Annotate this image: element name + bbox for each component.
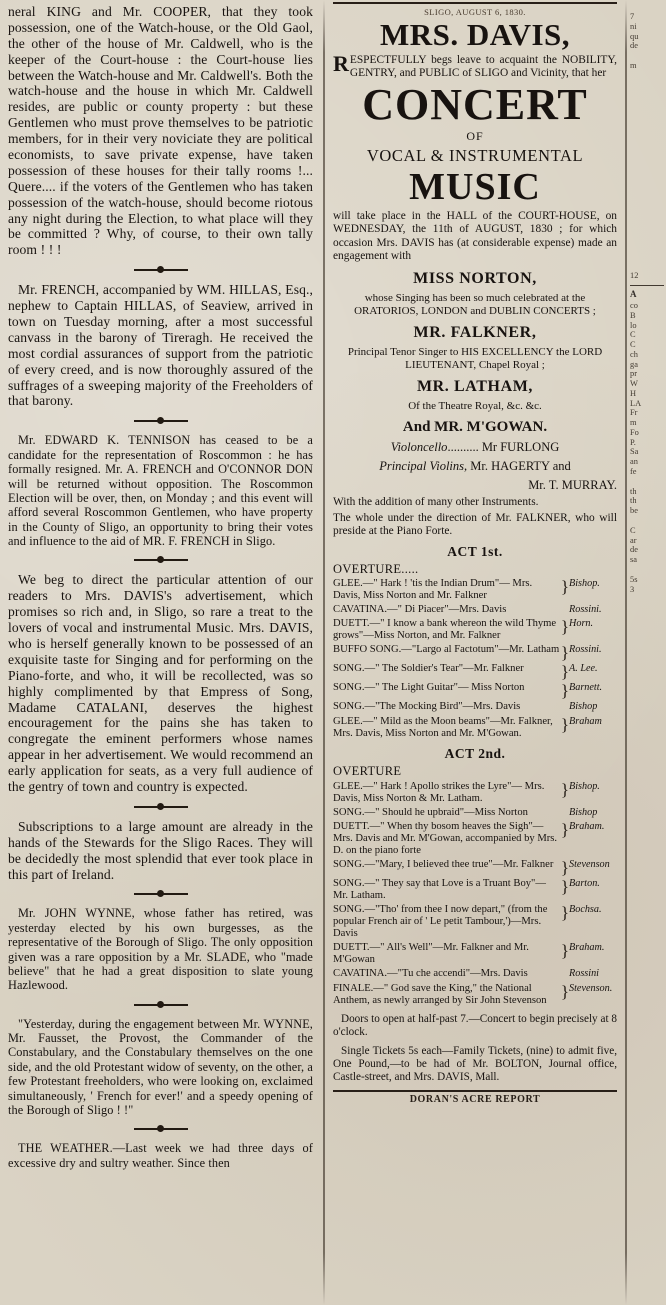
sliver-text: th xyxy=(630,496,637,506)
brace-glyph: } xyxy=(560,819,569,839)
ad-act1-programme xyxy=(333,578,617,742)
sliver-spacer xyxy=(630,565,664,575)
sliver-text: W xyxy=(630,379,638,388)
brace-glyph xyxy=(561,806,569,820)
news-paragraph: THE WEATHER.—Last week we had three days of excessive dry and sultry weather. Since then xyxy=(8,1141,313,1170)
ad-addition-note: With the addition of many other Instruments. xyxy=(333,496,539,509)
ornamental-divider xyxy=(134,1124,188,1133)
sliver-text: ga xyxy=(630,359,638,369)
programme-row xyxy=(333,663,617,682)
brace-glyph xyxy=(561,604,569,618)
brace-glyph: } xyxy=(560,643,569,663)
programme-row xyxy=(333,820,617,858)
news-paragraph: Mr. JOHN WYNNE, whose father has retired, was yesterday elected by his own burgesses, as the representative of the Borough of Sligo. The only opposition given was a rare opposition by a Mr. SLADE, who "made believe" that he had a great disposition to slate young Hazlewood. xyxy=(8,906,313,993)
programme-composer: Rossini xyxy=(569,968,600,980)
sliver-rule xyxy=(630,285,664,287)
sliver-text: pr xyxy=(630,369,637,379)
sliver-text: C xyxy=(630,330,636,340)
programme-composer: A. Lee. xyxy=(569,663,598,675)
programme-row xyxy=(333,859,617,878)
ad-performer-miss-norton: MISS NORTON, xyxy=(413,269,537,287)
programme-item: SONG.—"Tho' from thee I now depart," (from the popular French air of ' Le petit Tambour,')—Mrs. Davis xyxy=(333,904,548,940)
ad-direction-note: The whole under the direction of Mr. FALKNER, who will preside at the Piano Forte. xyxy=(333,511,617,538)
programme-item: CAVATINA.—" Di Piacer"—Mrs. Davis xyxy=(333,604,507,616)
sliver-text: 3 xyxy=(630,584,635,594)
brace-glyph: } xyxy=(560,858,569,878)
programme-row xyxy=(333,715,617,741)
programme-row xyxy=(333,682,617,701)
programme-composer: Rossini. xyxy=(569,644,602,656)
ornamental-divider xyxy=(134,416,188,425)
ad-bottom-rule xyxy=(333,1090,617,1092)
sliver-text: Fo xyxy=(630,427,639,437)
programme-row xyxy=(333,701,617,715)
sliver-text: ch xyxy=(630,349,638,359)
sliver-text: Sa xyxy=(630,447,639,457)
programme-row xyxy=(333,618,617,644)
sliver-text: de xyxy=(630,545,638,555)
sliver-text: fe xyxy=(630,466,637,476)
programme-row xyxy=(333,578,617,604)
sliver-text: Fr xyxy=(630,408,638,418)
news-paragraph: Mr. EDWARD K. TENNISON has ceased to be a candidate for the representation of Roscommon : he has formally resigned. Mr. A. FRENCH and O'CONNOR DON will be returned without opposition. The Roscommon Election will be over, then, on Monday ; and this event will afford several Roscommon Gentlemen, who have property in the County of Sligo, an opportunity to bring their votes and influence to the aid of MR. F. FRENCH in Sligo. xyxy=(8,433,313,548)
ad-vocal-instrumental: VOCAL & INSTRUMENTAL xyxy=(366,145,584,165)
programme-row xyxy=(333,982,617,1008)
programme-item: GLEE.—" Hark ! Apollo strikes the Lyre"— Mrs. Davis, Miss Norton & Mr. Latham. xyxy=(333,780,545,804)
sliver-text: sa xyxy=(630,555,637,564)
brace-glyph xyxy=(561,701,569,715)
sliver-text: qu xyxy=(630,31,639,41)
sliver-text: co xyxy=(630,301,638,310)
programme-item: GLEE.—" Mild as the Moon beams"—Mr. Falkner, Mrs. Davis, Miss Norton and Mr. M'Gowan. xyxy=(333,715,553,739)
programme-composer: Barton. xyxy=(569,878,600,890)
ad-bottom-caption: DORAN'S ACRE REPORT xyxy=(409,1094,541,1106)
programme-composer: Stevenson. xyxy=(569,982,613,994)
ad-violins-line xyxy=(333,459,617,474)
programme-item: CAVATINA.—"Tu che accendi"—Mrs. Davis xyxy=(333,968,528,980)
brace-glyph: } xyxy=(560,714,569,734)
programme-item: GLEE.—" Hark ! 'tis the Indian Drum"— Mrs. Davis, Miss Norton and Mr. Falkner xyxy=(333,578,533,602)
programme-item: SONG.—" They say that Love is a Truant Boy"—Mr. Latham. xyxy=(333,878,546,902)
sliver-text: m xyxy=(630,418,637,427)
ad-violins-label: Principal Violins, xyxy=(379,458,468,473)
ad-violoncello-name: Mr FURLONG xyxy=(481,439,560,454)
programme-item: BUFFO SONG.—"Largo al Factotum"—Mr. Latham xyxy=(333,644,560,656)
ad-act2-heading: ACT 2nd. xyxy=(444,746,506,762)
brace-glyph: } xyxy=(560,662,569,682)
programme-composer: Horn. xyxy=(569,618,594,630)
sliver-text: C xyxy=(630,340,636,349)
sliver-text: be xyxy=(630,506,638,515)
brace-glyph: } xyxy=(560,941,569,961)
act1-body xyxy=(333,578,617,742)
programme-composer: Rossini. xyxy=(569,604,602,616)
ad-performer-mr-latham-note: Of the Theatre Royal, &c. &c. xyxy=(408,399,542,412)
programme-row xyxy=(333,878,617,904)
right-cropped-column xyxy=(627,0,666,1305)
ad-act2-overture: OVERTURE xyxy=(333,764,402,779)
brace-glyph: } xyxy=(560,577,569,597)
sliver-text: ni xyxy=(630,21,637,31)
news-paragraph: Mr. FRENCH, accompanied by WM. HILLAS, Esq., nephew to Captain HILLAS, of Seaview, arrived in town on Tuesday morning, after a most successful canvass in the barony of Tireragh. He received the most cordial assurances of support from the patriotic of every creed, and is now thoroughly assured of the suffrages of a sweeping majority of the Freeholders of that barony. xyxy=(8,282,313,409)
act2-body xyxy=(333,780,617,1008)
programme-row xyxy=(333,942,617,968)
programme-item: FINALE.—" God save the King," the National Anthem, as newly arranged by Sir John Stevenson xyxy=(333,982,547,1006)
advertisement-column xyxy=(325,0,625,1305)
news-paragraph: "Yesterday, during the engagement between Mr. WYNNE, Mr. Fausset, the Provost, the Commander of the Constabulary, and the Constabulary themselves on the one side, and the old Protestant widow of seventy, on the other, a few Protestant freeholders, who were looking on, exclaimed simultaneously, ' French for ever!' and a speedy opening of the Borough of Sligo ! !" xyxy=(8,1016,313,1117)
brace-glyph: } xyxy=(560,617,569,637)
ornamental-divider xyxy=(134,1000,188,1009)
brace-glyph xyxy=(561,968,569,982)
sliver-spacer xyxy=(630,477,664,487)
ad-performer-mr-mgowan: And MR. M'GOWAN. xyxy=(402,418,548,435)
sliver-spacer xyxy=(630,516,664,526)
programme-row xyxy=(333,806,617,820)
ad-concert-heading: CONCERT xyxy=(362,79,588,129)
ad-violoncello-label: Violoncello xyxy=(390,439,448,454)
ad-tickets-note: Single Tickets 5s each—Family Tickets, (nine) to admit five, One Pound,—to be had of Mr. BOLTON, Journal office, Castle-street, and Mrs. DAVIS, Mall. xyxy=(333,1044,617,1084)
programme-item: DUETT.—" All's Well"—Mr. Falkner and Mr. M'Gowan xyxy=(333,942,529,966)
ad-when-where: will take place in the HALL of the COURT-HOUSE, on WEDNESDAY, the 11th of AUGUST, 1830 ; for which occasion Mrs. DAVIS has (at considerable expense) made an engagement with xyxy=(333,209,617,263)
ad-act1-overture: OVERTURE..... xyxy=(333,561,419,576)
news-paragraph: We beg to direct the particular attention of our readers to Mrs. DAVIS's advertisement, which promises so rich and, in Sligo, so rare a treat to the lovers of vocal and instrumental Music. Mrs. DAVIS, who is herself generally known to be possessed of an exquisite taste for Singing and for performing on the Piano-forte, and who, it will be recollected, was so highly complimented by that Empress of Song, Madame CATALANI, deserves the highest encouragement for the pains she has taken to congregate the eminent performers whose names appear in her advertisement. We would recommend an early application for seats, as a very full audience of the gentry of town and country is expected. xyxy=(8,572,313,794)
ornamental-divider xyxy=(134,555,188,564)
sliver-text: LA xyxy=(630,398,642,408)
ad-violins-names-2: Mr. T. MURRAY. xyxy=(528,478,617,493)
sliver-text: B xyxy=(630,310,636,320)
programme-item: SONG.—" The Soldier's Tear"—Mr. Falkner xyxy=(333,663,524,675)
brace-glyph: } xyxy=(560,981,569,1001)
programme-item: SONG.—" The Light Guitar"— Miss Norton xyxy=(333,682,525,694)
news-paragraph: Subscriptions to a large amount are already in the hands of the Stewards for the Sligo Races. They will be decidedly the most splendid that ever took place in this part of Ireland. xyxy=(8,818,313,882)
programme-row xyxy=(333,604,617,618)
sliver-text: 12 xyxy=(630,270,639,280)
programme-row xyxy=(333,904,617,942)
programme-item: DUETT.—" I know a bank whereon the wild Thyme grows"—Miss Norton, and Mr. Falkner xyxy=(333,618,557,642)
ornamental-divider xyxy=(134,802,188,811)
ad-top-rule xyxy=(333,2,617,4)
ad-violins-line-2 xyxy=(333,478,617,493)
programme-row xyxy=(333,968,617,982)
brace-glyph: } xyxy=(560,903,569,923)
sliver-text: lo xyxy=(630,320,637,330)
programme-composer: Braham xyxy=(569,715,602,727)
left-news-column xyxy=(0,0,323,1305)
programme-composer: Bishop. xyxy=(569,578,600,590)
programme-composer: Barnett. xyxy=(569,682,603,694)
ad-intro-text: ESPECTFULLY begs leave to acquaint the NOBILITY, GENTRY, and PUBLIC of SLIGO and Vicinity, that her xyxy=(349,54,617,80)
sliver-text: m xyxy=(630,61,637,70)
programme-row xyxy=(333,780,617,806)
programme-item: SONG.—"The Mocking Bird"—Mrs. Davis xyxy=(333,701,521,713)
ad-dropcap: R xyxy=(333,51,349,76)
ad-kicker: SLIGO, AUGUST 6, 1830. xyxy=(424,7,526,17)
sliver-text: ar xyxy=(630,535,637,545)
programme-item: SONG.—"Mary, I believed thee true"—Mr. Falkner xyxy=(333,859,554,871)
programme-item: DUETT.—" When thy bosom heaves the Sigh"—Mrs. Davis and Mr. M'Gowan, accompanied by Mrs. D. on the piano forte xyxy=(333,820,558,856)
ad-performer-mr-falkner: MR. FALKNER, xyxy=(413,323,537,341)
ad-of-label: OF xyxy=(466,128,484,143)
ad-music-heading: MUSIC xyxy=(409,165,541,208)
ad-violins-names: Mr. HAGERTY and xyxy=(470,458,571,473)
sliver-spacer xyxy=(630,51,664,61)
programme-composer: Stevenson xyxy=(569,859,610,871)
programme-item: SONG.—" Should he upbraid"—Miss Norton xyxy=(333,806,528,818)
sliver-heading: A xyxy=(630,289,637,299)
ad-violoncello-dots: .......... xyxy=(447,439,482,454)
programme-composer: Bishop xyxy=(569,806,598,818)
ornamental-divider xyxy=(134,889,188,898)
sliver-text: de xyxy=(630,41,638,51)
ad-title: MRS. DAVIS, xyxy=(379,17,571,52)
ornamental-divider xyxy=(134,265,188,274)
ad-act2-programme xyxy=(333,780,617,1008)
ad-violoncello-line xyxy=(333,440,617,455)
sliver-spacer xyxy=(630,71,664,271)
ad-doors-note: Doors to open at half-past 7.—Concert to begin precisely at 8 o'clock. xyxy=(333,1013,617,1039)
sliver-text: 7 xyxy=(630,12,635,21)
programme-row xyxy=(333,644,617,663)
programme-composer: Bishop. xyxy=(569,780,600,792)
news-paragraph: neral KING and Mr. COOPER, that they took possession, one of the Watch-house, or the Old Gaol, the other of the house of Mr. Caldwell, who is the keeper of the Court-house : the Court-house lies between the Watch-house and Mr. Caldwell's. Both the watch-house and the house in which Mr. Caldwell resides, are public or county property : but these Gentlemen who must prove themselves to be patriotic members, for in their very noviciate they are political economists, to save private expense, have taken possession of these houses for their tally rooms !... Quere.... if the voters of the Gentlemen who has taken possession of the watch-house, should become riotous any night during the Election, to what place will they be committed ? Why, of course, to their own tally room ! ! ! xyxy=(8,4,313,258)
sliver-text: an xyxy=(630,457,638,466)
ad-intro-paragraph xyxy=(333,51,617,81)
brace-glyph: } xyxy=(560,681,569,701)
brace-glyph: } xyxy=(560,877,569,897)
programme-composer: Braham. xyxy=(569,942,605,954)
programme-composer: Bishop xyxy=(569,701,598,713)
sliver-spacer xyxy=(630,2,664,12)
sliver-text: P. xyxy=(630,437,636,447)
ad-performer-miss-norton-note: whose Singing has been so much celebrated at the ORATORIOS, LONDON and DUBLIN CONCERTS ; xyxy=(354,291,596,317)
sliver-text: C xyxy=(630,525,636,535)
programme-composer: Bochsa. xyxy=(569,904,602,916)
sliver-text: 5s xyxy=(630,574,638,584)
sliver-text: th xyxy=(630,486,637,496)
brace-glyph: } xyxy=(560,779,569,799)
programme-composer: Braham. xyxy=(569,820,605,832)
sliver-text: H xyxy=(630,388,637,398)
ad-performer-mr-falkner-note: Principal Tenor Singer to HIS EXCELLENCY the LORD LIEUTENANT, Chapel Royal ; xyxy=(347,345,603,371)
ad-act1-heading: ACT 1st. xyxy=(447,543,503,559)
ad-performer-mr-latham: MR. LATHAM, xyxy=(416,377,534,395)
